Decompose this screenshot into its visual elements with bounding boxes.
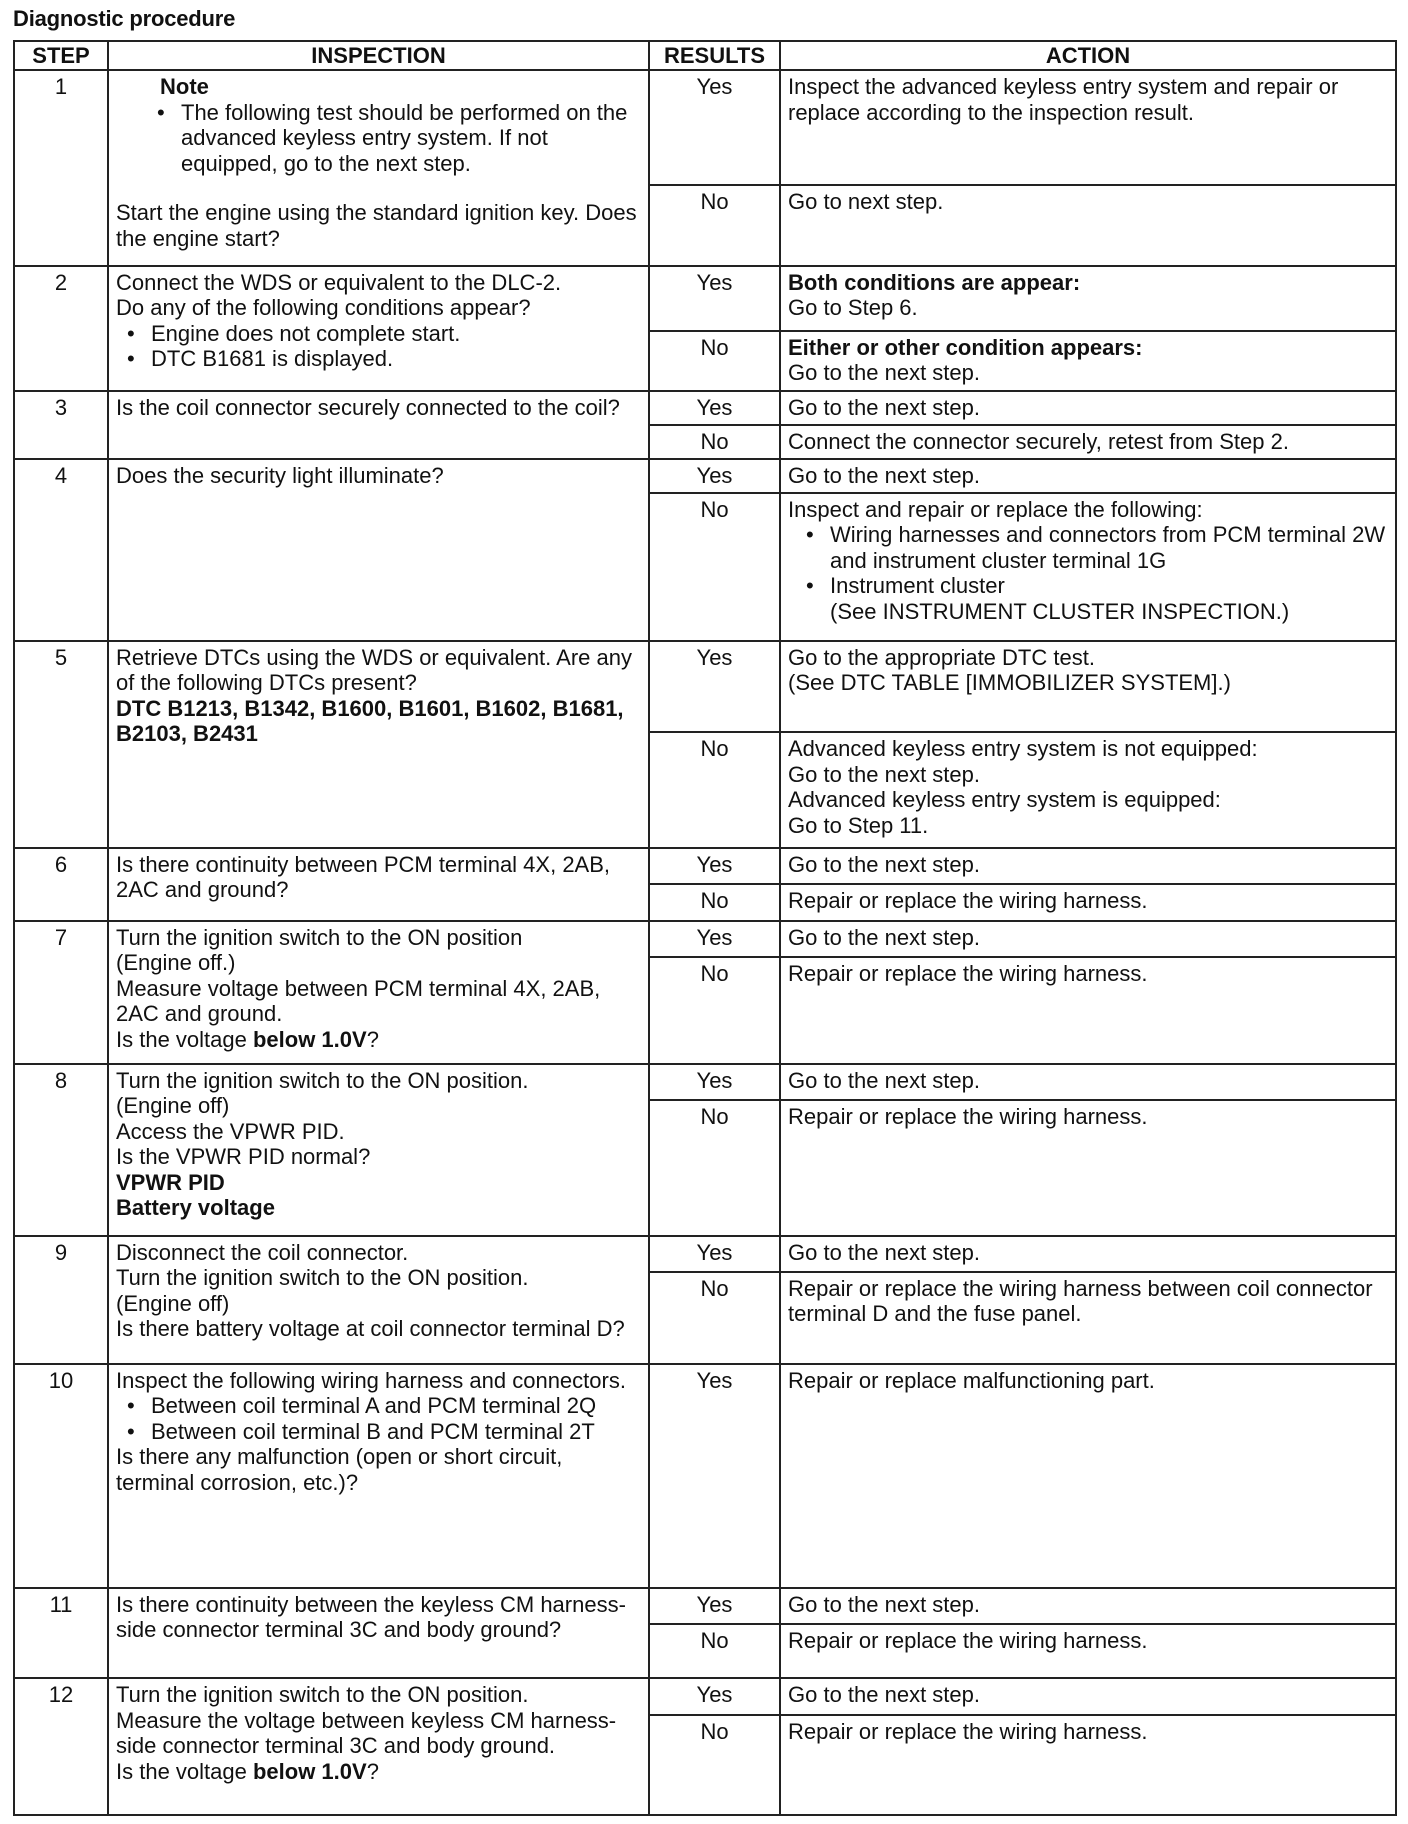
inspection-line: Access the VPWR PID.: [116, 1118, 345, 1144]
step-number: 12: [14, 1678, 108, 1815]
action-no: Repair or replace the wiring harness.: [780, 1100, 1396, 1235]
action-yes: Go to the next step.: [780, 459, 1396, 493]
step-number: 11: [14, 1588, 108, 1679]
inspection-line: Turn the ignition switch to the ON position.: [116, 1682, 529, 1708]
inspection-bullet: • Between coil terminal B and PCM terminal 2T: [151, 1419, 641, 1445]
action-no: Repair or replace the wiring harness between coil connector terminal D and the fuse panel.: [780, 1272, 1396, 1364]
inspection-line: (Engine off): [116, 1093, 230, 1119]
header-inspection: INSPECTION: [108, 41, 649, 70]
inspection-cell: [108, 266, 649, 391]
result-no: No: [649, 331, 780, 391]
inspection-question: Is the coil connector securely connected to the coil?: [108, 391, 649, 459]
table-row: [14, 1588, 1396, 1624]
inspection-question: Is there continuity between PCM terminal 4X, 2AB, 2AC and ground?: [108, 848, 649, 921]
result-yes: Yes: [649, 1588, 780, 1624]
header-step: STEP: [14, 41, 108, 70]
inspection-cell: [108, 70, 649, 266]
inspection-cell: [108, 641, 649, 848]
inspection-question: Is the VPWR PID normal?: [116, 1144, 371, 1170]
action-no: [780, 732, 1396, 848]
inspection-line: Measure the voltage between keyless CM harness-side connector terminal 3C and body ground.: [116, 1707, 617, 1759]
step-number: 8: [14, 1064, 108, 1236]
step-number: 1: [14, 70, 108, 266]
result-yes: Yes: [649, 848, 780, 884]
result-yes: Yes: [649, 391, 780, 425]
table-row: [14, 459, 1396, 493]
inspection-question: [116, 1027, 641, 1053]
action-text: Go to the next step.: [788, 360, 981, 386]
result-yes: Yes: [649, 921, 780, 957]
question-text: Is the voltage: [116, 1758, 253, 1784]
inspection-line: (Engine off): [116, 1290, 230, 1316]
table-row: [14, 70, 1396, 185]
inspection-bullet: • DTC B1681 is displayed.: [151, 346, 641, 372]
action-no: Repair or replace the wiring harness.: [780, 957, 1396, 1063]
inspection-line: Disconnect the coil connector.: [116, 1239, 409, 1265]
inspection-question: Is there battery voltage at coil connector terminal D?: [116, 1316, 625, 1341]
question-mark: ?: [366, 1758, 379, 1784]
note-text: • The following test should be performed on the advanced keyless entry system. If not equipped, go to the next step.: [181, 100, 641, 177]
diagnostic-table: [13, 40, 1397, 1816]
result-no: No: [649, 425, 780, 459]
result-no: No: [649, 1624, 780, 1678]
inspection-line: Turn the ignition switch to the ON position: [116, 924, 523, 950]
note-label: Note: [160, 74, 209, 99]
table-row: [14, 1364, 1396, 1588]
step-number: 10: [14, 1364, 108, 1588]
inspection-question: [116, 1759, 641, 1785]
table-row: [14, 848, 1396, 884]
inspection-question: Is there continuity between the keyless CM harness-side connector terminal 3C and body ground?: [108, 1588, 649, 1679]
action-yes: Repair or replace malfunctioning part.: [780, 1364, 1396, 1588]
action-text: Go to the next step.: [788, 761, 981, 787]
action-no: Repair or replace the wiring harness.: [780, 1715, 1396, 1815]
inspection-line: Inspect the following wiring harness and connectors.: [116, 1367, 626, 1393]
step-number: 9: [14, 1236, 108, 1364]
action-text: Inspect and repair or replace the following:: [788, 496, 1203, 522]
question-text: Is the voltage: [116, 1026, 253, 1052]
table-row: [14, 266, 1396, 331]
action-heading: Either or other condition appears:: [788, 334, 1143, 360]
action-no: Connect the connector securely, retest from Step 2.: [780, 425, 1396, 459]
step-number: 3: [14, 391, 108, 459]
action-yes: Go to the next step.: [780, 1064, 1396, 1100]
table-row: [14, 1678, 1396, 1714]
action-text: Go to Step 11.: [788, 812, 929, 838]
action-no: [780, 331, 1396, 391]
header-row: [14, 41, 1396, 70]
page-title: Diagnostic procedure: [13, 6, 236, 31]
action-yes: Go to the next step.: [780, 848, 1396, 884]
action-no: Go to next step.: [780, 185, 1396, 266]
action-heading: Both conditions are appear:: [788, 269, 1081, 295]
dtc-list: DTC B1213, B1342, B1600, B1601, B1602, B1681, B2103, B2431: [116, 695, 624, 746]
result-yes: Yes: [649, 641, 780, 733]
table-row: [14, 1064, 1396, 1100]
action-yes: Go to the next step.: [780, 1236, 1396, 1272]
inspection-cell: [108, 1236, 649, 1364]
action-text: Go to Step 6.: [788, 295, 918, 321]
action-text: Go to the appropriate DTC test.: [788, 644, 1095, 670]
table-row: [14, 921, 1396, 957]
result-yes: Yes: [649, 1678, 780, 1714]
result-yes: Yes: [649, 1236, 780, 1272]
inspection-question: Retrieve DTCs using the WDS or equivalent. Are any of the following DTCs present?: [116, 644, 633, 695]
inspection-cell: [108, 1678, 649, 1815]
result-no: No: [649, 957, 780, 1063]
result-no: No: [649, 732, 780, 848]
result-no: No: [649, 1100, 780, 1235]
inspection-line: (Engine off.): [116, 950, 236, 976]
action-bullet: • Wiring harnesses and connectors from PCM terminal 2W and instrument cluster terminal 1G: [830, 522, 1388, 573]
pid-name: VPWR PID: [116, 1169, 225, 1195]
inspection-bullet: • Between coil terminal A and PCM terminal 2Q: [151, 1393, 641, 1419]
action-no: Repair or replace the wiring harness.: [780, 884, 1396, 920]
result-yes: Yes: [649, 70, 780, 185]
action-reference: (See DTC TABLE [IMMOBILIZER SYSTEM].): [788, 670, 1231, 695]
action-yes: Inspect the advanced keyless entry system and repair or replace according to the inspection result.: [780, 70, 1396, 185]
inspection-line: Measure voltage between PCM terminal 4X, 2AB, 2AC and ground.: [116, 975, 601, 1027]
inspection-bullet: • Engine does not complete start.: [151, 321, 641, 347]
question-mark: ?: [366, 1026, 379, 1052]
action-text: Advanced keyless entry system is not equipped:: [788, 736, 1258, 762]
action-yes: [780, 641, 1396, 733]
result-yes: Yes: [649, 266, 780, 331]
action-no: [780, 493, 1396, 641]
threshold-value: below 1.0V: [252, 1026, 367, 1052]
step-number: 2: [14, 266, 108, 391]
action-no: Repair or replace the wiring harness.: [780, 1624, 1396, 1678]
step-number: 5: [14, 641, 108, 848]
inspection-question: Is there any malfunction (open or short circuit, terminal corrosion, etc.)?: [116, 1444, 563, 1495]
header-results: RESULTS: [649, 41, 780, 70]
action-yes: Go to the next step.: [780, 391, 1396, 425]
result-yes: Yes: [649, 1364, 780, 1588]
step-number: 6: [14, 848, 108, 921]
result-yes: Yes: [649, 459, 780, 493]
result-no: No: [649, 185, 780, 266]
inspection-question: Start the engine using the standard ignition key. Does the engine start?: [116, 200, 637, 251]
result-no: No: [649, 1715, 780, 1815]
pid-spec: Battery voltage: [116, 1195, 275, 1221]
action-yes: Go to the next step.: [780, 1678, 1396, 1714]
action-bullet: • Instrument cluster: [830, 573, 1388, 599]
action-text: Advanced keyless entry system is equipped:: [788, 787, 1221, 813]
result-no: No: [649, 1272, 780, 1364]
step-number: 4: [14, 459, 108, 641]
result-no: No: [649, 884, 780, 920]
table-row: [14, 641, 1396, 733]
action-yes: Go to the next step.: [780, 1588, 1396, 1624]
result-yes: Yes: [649, 1064, 780, 1100]
table-row: [14, 391, 1396, 425]
inspection-cell: [108, 1064, 649, 1236]
action-yes: Go to the next step.: [780, 921, 1396, 957]
header-action: ACTION: [780, 41, 1396, 70]
inspection-cell: [108, 921, 649, 1064]
inspection-cell: [108, 1364, 649, 1588]
action-reference: (See INSTRUMENT CLUSTER INSPECTION.): [830, 598, 1290, 624]
result-no: No: [649, 493, 780, 641]
step-number: 7: [14, 921, 108, 1064]
action-yes: [780, 266, 1396, 331]
table-row: [14, 1236, 1396, 1272]
inspection-line: Connect the WDS or equivalent to the DLC-2.: [116, 269, 562, 295]
inspection-line: Turn the ignition switch to the ON position.: [116, 1265, 529, 1290]
inspection-line: Do any of the following conditions appear?: [116, 295, 531, 321]
inspection-line: Turn the ignition switch to the ON position.: [116, 1067, 529, 1093]
threshold-value: below 1.0V: [252, 1758, 367, 1784]
inspection-question: Does the security light illuminate?: [108, 459, 649, 641]
